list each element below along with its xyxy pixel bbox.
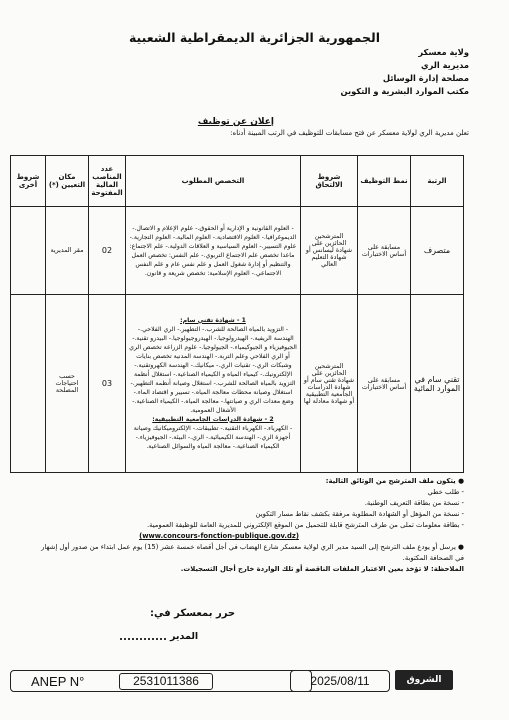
rank-cell: متصرف xyxy=(411,207,464,295)
document-item: - نسخة من المؤهل أو الشهادة المطلوبة مرفقة بكشف نقاط مسار التكوين xyxy=(255,510,464,518)
specialty-cell: - العلوم القانونية و الإدارية أو الحقوق.- علوم الإعلام و الاتصال.- الديموغرافيا.- العلوم الاقتصادية.- العلوم المالية.- العلوم التجارية.- علوم التسيير.- العلوم السياسية و العلاقات الدولية.- علم الاجتماع: ماعدا تخصص علم الاجتماع التربوي.- علم النفس: تخصص العمل والتنظيم أو إدارة شغول العمل و علم نفس عام و علم النفس الاجتماعي.- العلوم الإسلامية: تخصص شريعة و قانون. xyxy=(126,207,301,295)
mode-cell: مسابقة على أساس الاختبارات xyxy=(358,207,411,295)
location-cell: حسب احتياجات المصلحة xyxy=(46,295,89,473)
note: الملاحظة: لا تؤخذ بعين الاعتبار الملفات الناقصة أو تلك الواردة خارج أجال التسجيلات. xyxy=(180,565,464,573)
issuer-block xyxy=(229,46,469,98)
header-specialty: التخصص المطلوب xyxy=(126,156,301,207)
document-item: - بطاقة معلومات تملى من طرف المترشح قابلة للتحميل من الموقع الإلكتروني للمديرية العامة للوظيفة العمومية. xyxy=(146,521,464,529)
header-conditions: شروط الالتحاق xyxy=(301,156,358,207)
website-link[interactable]: (www.concours-fonction-publique.gov.dz) xyxy=(139,532,299,540)
issuer-line: ولاية معسكر xyxy=(418,47,469,57)
specialty-text: - الكهرباء.- الكهرباء التقنية.- تطبيقات.- الإلكتروميكانيك وصيانة أجهزة الري.- الهندسة الكيميائية.- الري.- البيئة.- الجيوفيزياء.- الكيمياء الصناعية.- معالجة المياه والسوائل الصناعية. xyxy=(133,425,293,450)
header-mode: نمط التوظيف xyxy=(358,156,411,207)
conditions-cell: المترشحين الحائزين على شهادة ليسانس أو شهادة التعليم العالي xyxy=(301,207,358,295)
other-cell xyxy=(11,295,46,473)
signature-dotted-line xyxy=(120,638,166,640)
specialty-subtitle: 1 - شهادة تقني سام: xyxy=(180,317,246,324)
footer-bar xyxy=(0,670,509,692)
table-header-row xyxy=(11,156,464,207)
mode-cell: مسابقة على أساس الاختبارات xyxy=(358,295,411,473)
table-row xyxy=(11,295,464,473)
specialty-subtitle: 2 - شهادة الدراسات الجامعية التطبيقية: xyxy=(152,416,274,423)
document-item: - طلب خطي xyxy=(427,488,464,496)
location-cell: مقر المديرية xyxy=(46,207,89,295)
signature-place: حرر بمعسكر في: xyxy=(150,608,236,619)
deposit-instructions: ● يرسل أو يودع ملف الترشح إلى السيد مدير الري لولاية معسكر شارع الهضاب في أجل أقصاه خمسة عشر (15) يوم عمل ابتداء من صدور أول إشهار في الصحافة المكتوبة. xyxy=(41,543,464,562)
recruitment-table xyxy=(10,155,464,473)
table-row xyxy=(11,207,464,295)
documents-section xyxy=(34,476,464,575)
header-other: شروط أخرى xyxy=(11,156,46,207)
anep-box xyxy=(10,670,312,692)
publication-date: 2025/08/11 xyxy=(290,670,390,692)
rank-cell: تقني سام في الموارد المائية xyxy=(411,295,464,473)
anep-label: ANEP N° xyxy=(31,674,85,689)
header-rank: الرتبة xyxy=(411,156,464,207)
conditions-cell: المترشحين الحائزين على شهادة تقني سام أو شهادة الدراسات الجامعية التطبيقية أو شهادة معادلة لها xyxy=(301,295,358,473)
republic-title: الجمهورية الجزائرية الديمقراطية الشعبية xyxy=(128,30,381,45)
newspaper-logo xyxy=(395,670,453,690)
issuer-line: مكتب الموارد البشرية و التكوين xyxy=(340,86,469,96)
document-item: - نسخة من بطاقة التعريف الوطنية. xyxy=(364,499,464,507)
anep-number: 2531011386 xyxy=(119,673,213,690)
signature-role: المدير xyxy=(170,631,199,642)
header-positions: عدد المناصب المالية المفتوحة xyxy=(89,156,126,207)
documents-title: ● يتكون ملف المترشح من الوثائق التالية: xyxy=(325,477,464,485)
header-location: مكان التعيين (*) xyxy=(46,156,89,207)
specialty-text: - التزويد بالمياه الصالحة للشرب.- التطهير.- الري الفلاحي.- الهندسة الريفية.- الهيدرولوجيا.- الهيدروجيولوجيا.- البيدرو تقنية.- الجيوفيزياء و الجيوكيمياء.- الجيولوجيا.- علوم الزراعة تخصص الري أو الري الفلاحي وعلم التربة.- الهندسة المدنية تخصص بنايات وشبكات الري.- تقنيات الري.- ميكانيك.- الهندسة الكهروتقنية.- الإلكترونيك.- كيمياء المياه و الكيمياء الصناعية.- استغلال أنظمة التزويد بالمياه الصالحة للشرب.- استغلال وصيانة أنظمة التطهير.- استغلال وصيانة محطات معالجة المياه.- تسيير و اقتصاد الماء.- وضع معدات الري و صيانتها.- معالجة المياه.- الكيمياء الصناعية.- الأشغال العمومية. xyxy=(129,326,297,414)
announcement-intro: تعلن مديرية الري لولاية معسكر عن فتح مسابقات للتوظيف في الرتب المبينة أدناه: xyxy=(230,129,469,137)
logo-text: الشروق xyxy=(406,675,442,685)
issuer-line: مديرية الري xyxy=(421,60,469,70)
positions-cell: 03 xyxy=(89,295,126,473)
positions-cell: 02 xyxy=(89,207,126,295)
announcement-title: إعلان عن توظيف xyxy=(197,117,274,127)
issuer-line: مصلحة إدارة الوسائل xyxy=(382,73,469,83)
specialty-cell xyxy=(126,295,301,473)
other-cell xyxy=(11,207,46,295)
